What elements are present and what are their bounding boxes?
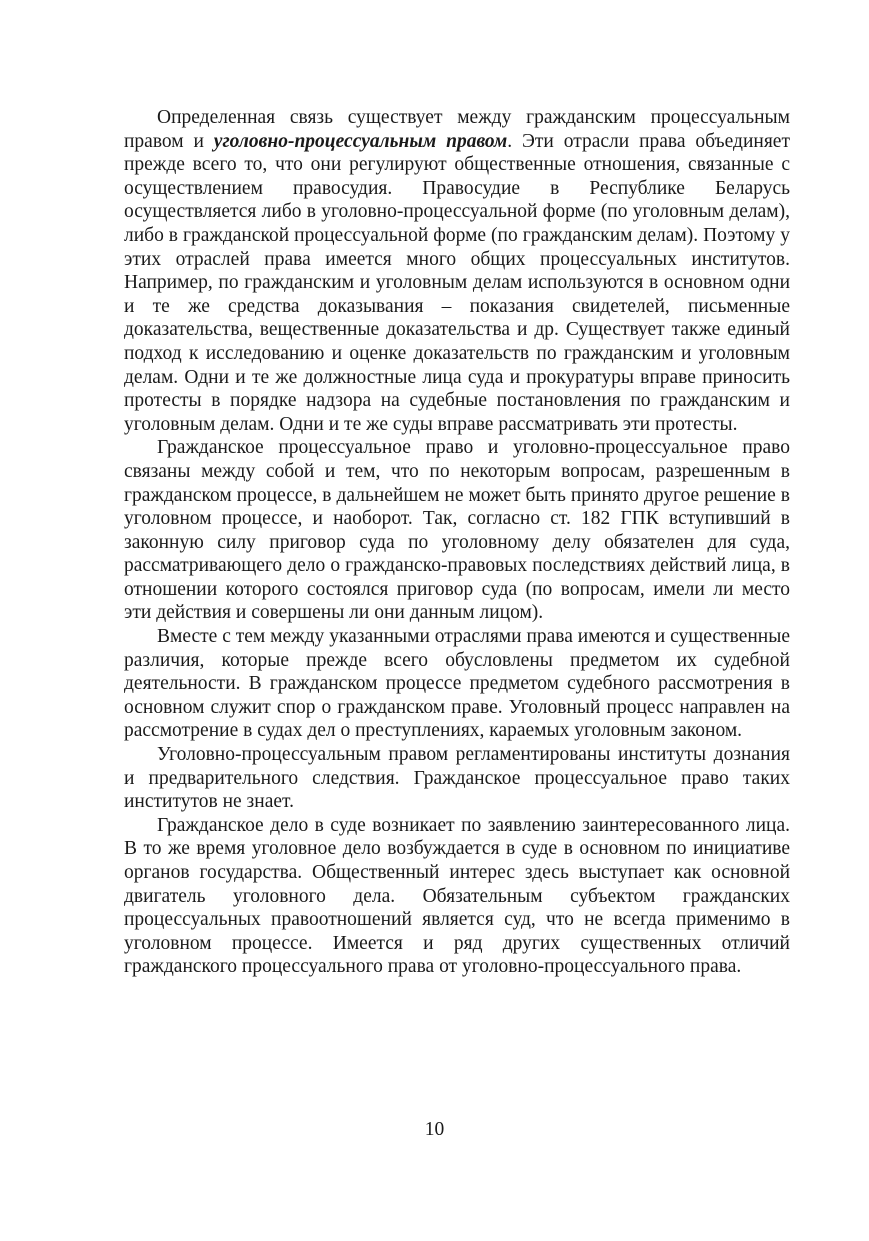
paragraph [124,106,790,436]
emphasized-term: уголовно-процессуальным правом [213,130,508,152]
paragraph-text-start: Определенная связь существует между гражданским процессуальным правом и [124,107,790,152]
paragraph: Вместе с тем между указанными отраслями права имеются и существенные различия, которые прежде всего обусловлены предметом их судебной деятельности. В гражданском процессе предметом судебного рассмотрения в основном служит спор о гражданском праве. Уголовный процесс направлен на рассмотрение в судах дел о преступлениях, караемых уголовным законом. [124,626,790,742]
paragraph: Гражданское процессуальное право и уголовно-процессуальное право связаны между собой и тем, что по некоторым вопросам, разрешенным в гражданском процессе, в дальнейшем не может быть принято другое решение в уголовном процессе, и наоборот. Так, согласно ст. 182 ГПК вступивший в законную силу приговор суда по уголовному делу обязателен для суда, рассматривающего дело о гражданско-правовых последствиях действий лица, в отношении которого состоялся приговор суда (по вопросам, имели ли место эти действия и совершены ли они данным лицом). [124,437,790,624]
body-text [124,106,790,979]
paragraph-text-end: . Эти отрасли права объединяет прежде всего то, что они регулируют общественные отношения, связанные с осуществлением правосудия. Правосудие в Республике Беларусь осуществляется либо в уголовно-процессуальной форме (по уголовным делам), либо в гражданской процессуальной форме (по гражданским делам). Поэтому у этих отраслей права имеется много общих процессуальных институтов. Например, по гражданским и уголовным делам используются в основном одни и те же средства доказывания – показания свидетелей, письменные доказательства, вещественные доказательства и др. Существует также единый подход к исследованию и оценке доказательств по гражданским и уголовным делам. Одни и те же должностные лица суда и прокуратуры вправе приносить протесты в порядке надзора на судебные постановления по гражданским и уголовным делам. Одни и те же суды вправе рассматривать эти протесты. [124,130,790,435]
page-number: 10 [424,1119,445,1140]
paragraph: Уголовно-процессуальным правом регламентированы институты дознания и предварительного следствия. Гражданское процессуальное право таких институтов не знает. [124,744,790,813]
paragraph: Гражданское дело в суде возникает по заявлению заинтересованного лица. В то же время уголовное дело возбуждается в суде в основном по инициативе органов государства. Общественный интерес здесь выступает как основной двигатель уголовного дела. Обязательным субъектом гражданских процессуальных правоотношений является суд, что не всегда применимо в уголовном процессе. Имеется и ряд других существенных отличий гражданского процессуального права от уголовно-процессуального права. [124,814,790,978]
